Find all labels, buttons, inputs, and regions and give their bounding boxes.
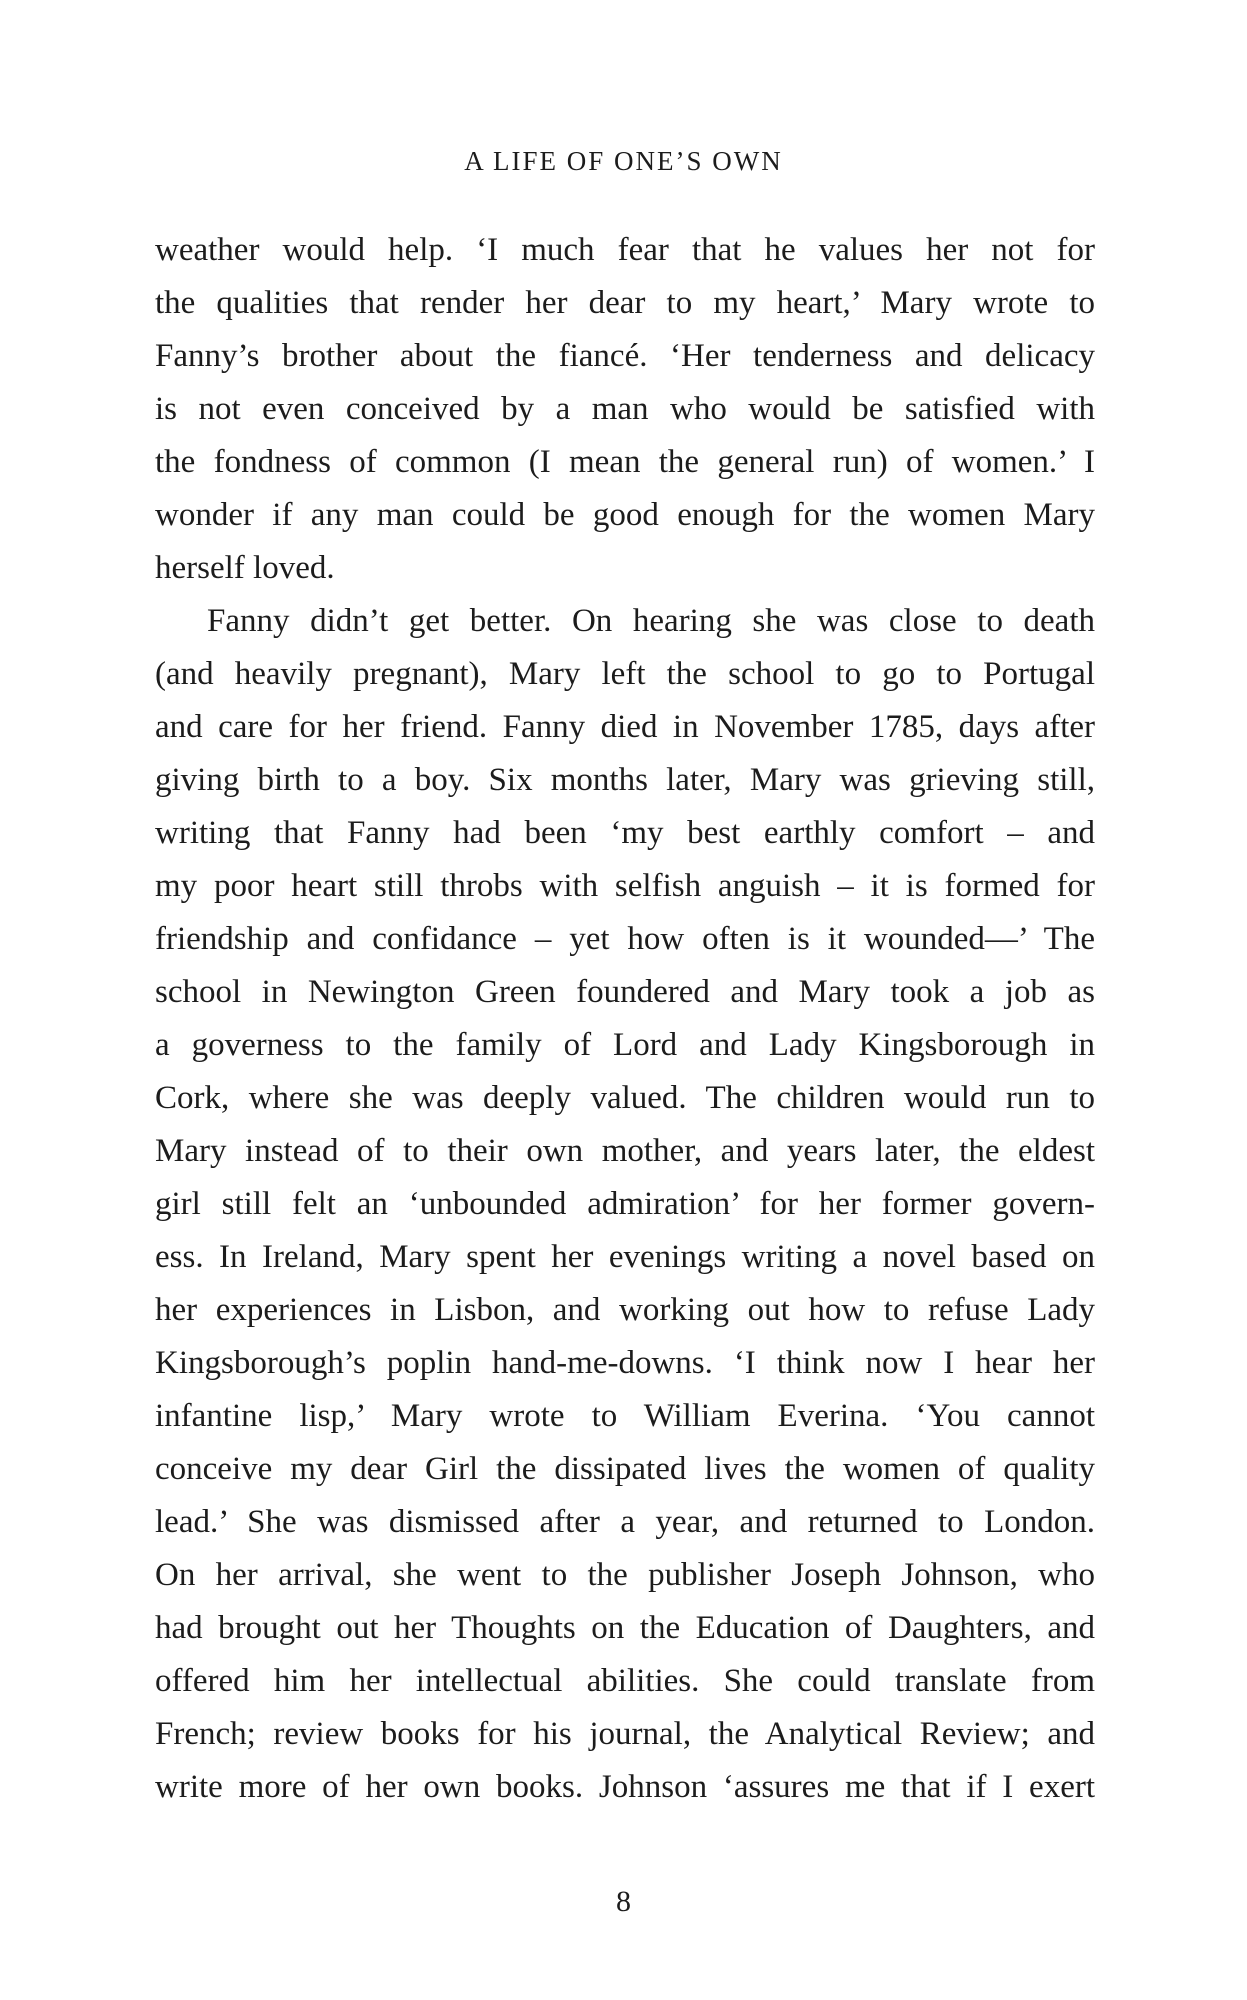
text-line: writing that Fanny had been ‘my best earthly comfort – and — [155, 815, 1095, 851]
page-number: 8 — [616, 1885, 631, 1918]
text-line: ess. In Ireland, Mary spent her evenings writing a novel based on — [155, 1239, 1095, 1275]
text-line: offered him her intellectual abilities. She could translate from — [155, 1663, 1095, 1699]
text-line: friendship and confidance – yet how often is it wounded—’ The — [155, 921, 1095, 957]
text-line: school in Newington Green foundered and Mary took a job as — [155, 974, 1095, 1010]
text-line: conceive my dear Girl the dissipated lives the women of quality — [155, 1451, 1095, 1487]
text-line: is not even conceived by a man who would be satisfied with — [155, 391, 1095, 427]
text-line: lead.’ She was dismissed after a year, and returned to London. — [155, 1504, 1095, 1540]
text-line: infantine lisp,’ Mary wrote to William Everina. ‘You cannot — [155, 1398, 1095, 1434]
text-line: Kingsborough’s poplin hand-me-downs. ‘I think now I hear her — [155, 1345, 1095, 1381]
text-line: the qualities that render her dear to my heart,’ Mary wrote to — [155, 285, 1095, 321]
text-line: had brought out her Thoughts on the Education of Daughters, and — [155, 1610, 1095, 1646]
text-line: my poor heart still throbs with selfish anguish – it is formed for — [155, 868, 1095, 904]
running-head: A LIFE OF ONE’S OWN — [464, 146, 783, 176]
text-line: Cork, where she was deeply valued. The children would run to — [155, 1080, 1095, 1116]
text-line: her experiences in Lisbon, and working out how to refuse Lady — [155, 1292, 1095, 1328]
body-text — [155, 224, 1095, 1814]
text-line: (and heavily pregnant), Mary left the school to go to Portugal — [155, 656, 1095, 692]
text-line: and care for her friend. Fanny died in November 1785, days after — [155, 709, 1095, 745]
text-line: French; review books for his journal, the Analytical Review; and — [155, 1716, 1095, 1752]
text-line: Fanny didn’t get better. On hearing she was close to death — [207, 603, 1095, 639]
text-line: On her arrival, she went to the publisher Joseph Johnson, who — [155, 1557, 1095, 1593]
text-line: Fanny’s brother about the fiancé. ‘Her tenderness and delicacy — [155, 338, 1095, 374]
text-line: giving birth to a boy. Six months later, Mary was grieving still, — [155, 762, 1095, 798]
text-line: herself loved. — [155, 550, 335, 586]
text-line: girl still felt an ‘unbounded admiration’ for her former govern- — [155, 1186, 1095, 1222]
text-line: a governess to the family of Lord and Lady Kingsborough in — [155, 1027, 1095, 1063]
text-line: the fondness of common (I mean the general run) of women.’ I — [155, 444, 1095, 480]
text-line: wonder if any man could be good enough for the women Mary — [155, 497, 1095, 533]
text-line: weather would help. ‘I much fear that he values her not for — [155, 232, 1095, 268]
text-line: Mary instead of to their own mother, and years later, the eldest — [155, 1133, 1095, 1169]
text-line: write more of her own books. Johnson ‘assures me that if I exert — [155, 1769, 1095, 1805]
